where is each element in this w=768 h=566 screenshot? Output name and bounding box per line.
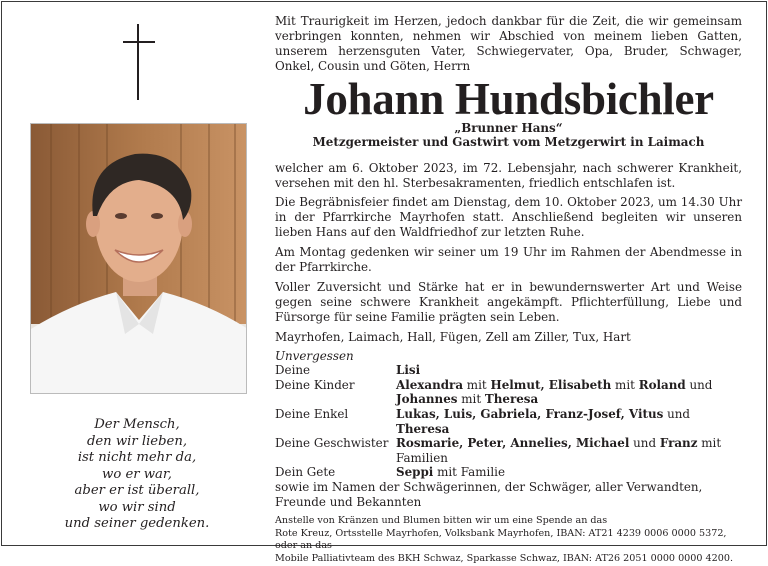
relative-name: Helmut, Elisabeth [490, 377, 612, 392]
memorial-poem [32, 417, 242, 533]
tribute-text: Voller Zuversicht und Stärke hat er in bewundernswerter Art und Weise gegen seine schwere Krankheit angekämpft. Pflichterfüllung, Liebe und Fürsorge für seine Familie prägten sein Leben. [275, 279, 742, 324]
places-list: Mayrhofen, Laimach, Hall, Fügen, Zell am Ziller, Tux, Hart [275, 329, 631, 344]
funeral-details: Die Begräbnisfeier findet am Dienstag, dem 10. Oktober 2023, um 14.30 Uhr in der Pfarrkirche Mayrhofen statt. Anschließend begleiten wir unseren lieben Hans auf den Waldfriedhof zur letzten Ruhe. [275, 195, 742, 240]
cross-icon [123, 24, 155, 100]
relative-names [396, 363, 742, 378]
portrait-photo [30, 123, 247, 394]
relative-label: Deine Geschwister [275, 436, 389, 451]
donation-line: oder an das [275, 540, 332, 552]
donation-line: Anstelle von Kränzen und Blumen bitten wir um eine Spende an das [275, 515, 608, 527]
death-notice: welcher am 6. Oktober 2023, im 72. Lebensjahr, nach schwerer Krankheit, versehen mit den hl. Sterbesakramenten, friedlich entschlafen ist. [275, 160, 742, 190]
relative-name: Franz [659, 436, 698, 451]
poem-line: wo er war, [102, 466, 172, 482]
relative-connector: und [685, 377, 713, 392]
relative-connector: mit [457, 392, 485, 407]
relative-names [396, 407, 742, 436]
relative-name: Theresa [396, 421, 450, 436]
obituary-card [1, 1, 767, 564]
relative-connector: mit [463, 377, 491, 392]
poem-line: ist nicht mehr da, [77, 450, 197, 465]
poem-line: wo wir sind [98, 499, 176, 515]
relative-label: Deine [275, 363, 311, 378]
relative-name: Lukas, Luis, Gabriela, Franz-Josef, Vitus [396, 407, 664, 422]
relative-name: Johannes [396, 392, 458, 407]
relative-names [396, 436, 742, 465]
relative-connector: mit [611, 377, 639, 392]
relative-names [396, 465, 742, 480]
relative-row [275, 363, 742, 378]
unvergessen-heading: Unvergessen [275, 348, 354, 363]
donation-line: Rote Kreuz, Ortsstelle Mayrhofen, Volksbank Mayrhofen, IBAN: AT21 4239 0006 0000 5372, [275, 527, 727, 539]
relative-name: Lisi [396, 363, 421, 378]
relatives-list [275, 363, 742, 480]
announcement-text [275, 14, 742, 566]
relative-label: Deine Kinder [275, 377, 355, 392]
relative-names [396, 378, 742, 407]
relative-row [275, 378, 742, 407]
relative-connector: mit Familien [396, 436, 722, 465]
poem-line: aber er ist überall, [74, 483, 200, 498]
relative-label: Dein Gete [275, 465, 336, 480]
donation-note [275, 515, 742, 565]
nickname: „Brunner Hans“ [454, 120, 563, 135]
relative-connector: und [629, 436, 660, 451]
also-mourning-text: sowie im Namen der Schwägerinnen, der Schwäger, aller Verwandten, Freunde und Bekannten [275, 480, 703, 509]
deceased-name: Johann Hundsbichler [303, 73, 714, 124]
poem-line: und seiner gedenken. [64, 516, 210, 531]
relative-name: Roland [638, 377, 686, 392]
relative-row [275, 465, 742, 480]
relative-name: Theresa [484, 392, 539, 407]
donation-line: Mobile Palliativteam des BKH Schwaz, Sparkasse Schwaz, IBAN: AT26 2051 0000 0000 4200. [275, 553, 734, 564]
relative-name: Rosmarie, Peter, Annelies, Michael [396, 436, 630, 451]
occupation: Metzgermeister und Gastwirt vom Metzgerwirt in Laimach [312, 134, 705, 149]
poem-line: den wir lieben, [86, 433, 188, 449]
relative-connector: mit Familie [433, 465, 505, 480]
relative-row [275, 407, 742, 436]
relative-name: Seppi [396, 465, 434, 480]
intro-text: Mit Traurigkeit im Herzen, jedoch dankbar für die Zeit, die wir gemeinsam verbringen konnten, nehmen wir Abschied von meinem lieben Gatten, unserem herzensguten Vater, Schwiegervater, Opa, Bruder, Schwager, Onkel, Cousin und Göten, Herrn [275, 14, 742, 73]
mass-details: Am Montag gedenken wir seiner um 19 Uhr im Rahmen der Abendmesse in der Pfarrkirche. [275, 245, 742, 275]
poem-line: Der Mensch, [94, 417, 180, 432]
relative-connector: und [663, 407, 691, 422]
relative-name: Alexandra [396, 377, 464, 392]
relative-label: Deine Enkel [275, 407, 349, 422]
relative-row [275, 436, 742, 465]
